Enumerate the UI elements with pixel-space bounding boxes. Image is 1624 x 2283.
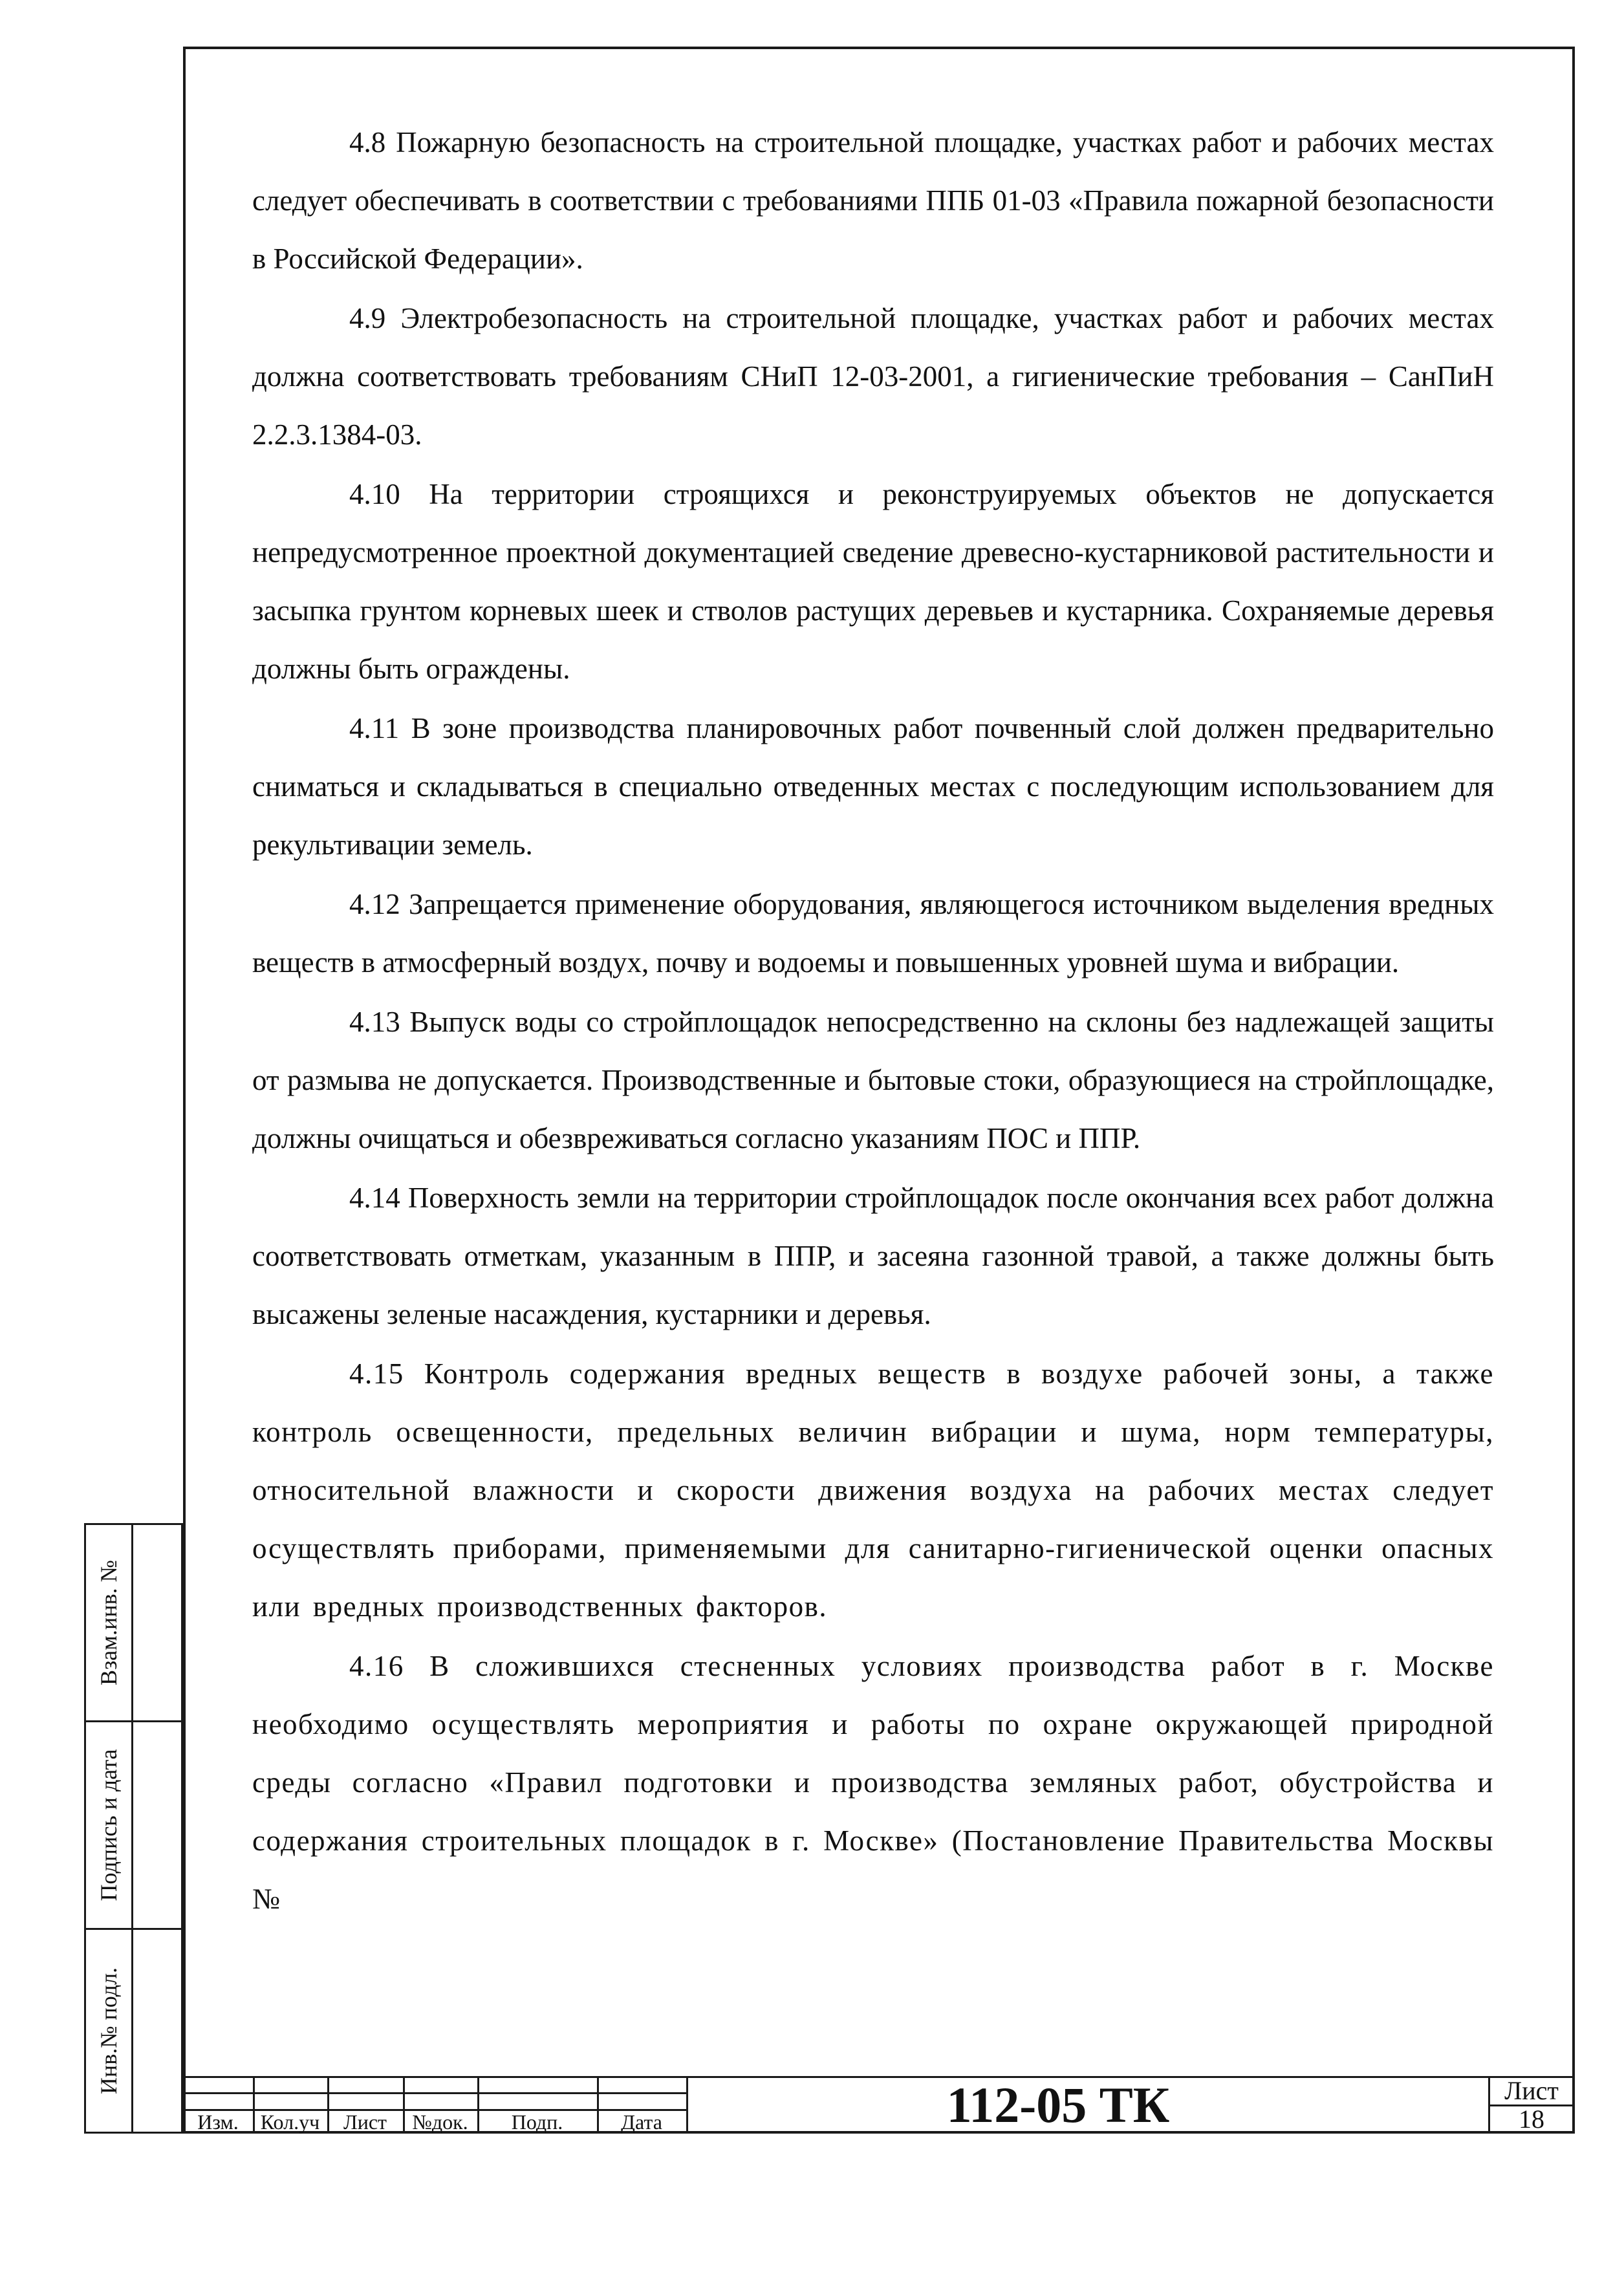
paragraph-4-16: 4.16 В сложившихся стесненных условиях производства работ в г. Москве необходимо осуществлять мероприятия и работы по охране окружающей природной среды согласно «Правил подготовки и производства земляных работ, обустройства и содержания строительных площадок в г. Москве» (Постановление Правительства Москвы №	[252, 1650, 1494, 1915]
paragraph-4-10: 4.10 На территории строящихся и реконструируемых объектов не допускается непредусмотренное проектной документацией сведение древесно-кустарниковой растительности и засыпка грунтом корневых шеек и стволов растущих деревьев и кустарника. Сохраняемые деревья должны быть ограждены.	[252, 478, 1494, 685]
document-body	[252, 113, 1494, 1929]
side-cell-inv-podl	[84, 1928, 133, 2134]
side-label-inv-podl: Инв.№ подл.	[96, 1967, 122, 2095]
paragraph-4-11: 4.11 В зоне производства планировочных работ почвенный слой должен предварительно сниматься и складываться в специально отведенных местах с последующим использованием для рекультивации земель.	[252, 712, 1494, 861]
stamp-row-line	[183, 2092, 686, 2094]
side-blank-cell	[133, 1523, 183, 1722]
stamp-col-izm: Изм.	[197, 2110, 239, 2134]
stamp-col-ndok: №док.	[412, 2110, 468, 2134]
paragraph-4-14: 4.14 Поверхность земли на территории стройплощадок после окончания всех работ должна соответствовать отметкам, указанным в ППР, и засеяна газонной травой, а также должны быть высажены зеленые насаждения, кустарники и деревья.	[252, 1182, 1494, 1330]
side-cell-vzam-inv	[84, 1523, 133, 1722]
stamp-col-podp: Подп.	[511, 2110, 563, 2134]
side-binding-strip	[84, 1523, 183, 2134]
stamp-col-kol-uch: Кол.уч	[260, 2110, 320, 2134]
side-cell-podpis-data	[84, 1720, 133, 1930]
side-label-podpis-data: Подпись и дата	[96, 1749, 122, 1901]
paragraph-4-15: 4.15 Контроль содержания вредных веществ в воздухе рабочей зоны, а также контроль освещенности, предельных величин вибрации и шума, норм температуры, относительной влажности и скорости движения воздуха на рабочих местах следует осуществлять приборами, применяемыми для санитарно-гигиенической оценки опасных или вредных производственных факторов.	[252, 1358, 1494, 1623]
paragraph-4-8: 4.8 Пожарную безопасность на строительной площадке, участках работ и рабочих местах следует обеспечивать в соответствии с требованиями ППБ 01-03 «Правила пожарной безопасности в Российской Федерации».	[252, 126, 1494, 275]
paragraph-4-9: 4.9 Электробезопасность на строительной площадке, участках работ и рабочих местах должна соответствовать требованиям СНиП 12-03-2001, а гигиенические требования – СанПиН 2.2.3.1384-03.	[252, 302, 1494, 451]
paragraph-4-13: 4.13 Выпуск воды со стройплощадок непосредственно на склоны без надлежащей защиты от размыва не допускается. Производственные и бытовые стоки, образующиеся на стройплощадке, должны очищаться и обезвреживаться согласно указаниям ПОС и ППР.	[252, 1006, 1494, 1154]
document-code: 112-05 ТК	[946, 2077, 1170, 2133]
paragraph-4-12: 4.12 Запрещается применение оборудования, являющегося источником выделения вредных веществ в атмосферный воздух, почву и водоемы и повышенных уровней шума и вибрации.	[252, 888, 1494, 979]
side-label-vzam-inv: Взам.инв. №	[96, 1560, 122, 1685]
sheet-number: 18	[1519, 2104, 1544, 2134]
title-block	[183, 2076, 1575, 2134]
side-blank-cell	[133, 1928, 183, 2134]
stamp-col-list: Лист	[343, 2110, 387, 2134]
sheet-label: Лист	[1504, 2076, 1559, 2105]
stamp-col-data: Дата	[621, 2110, 662, 2134]
side-blank-cell	[133, 1720, 183, 1930]
